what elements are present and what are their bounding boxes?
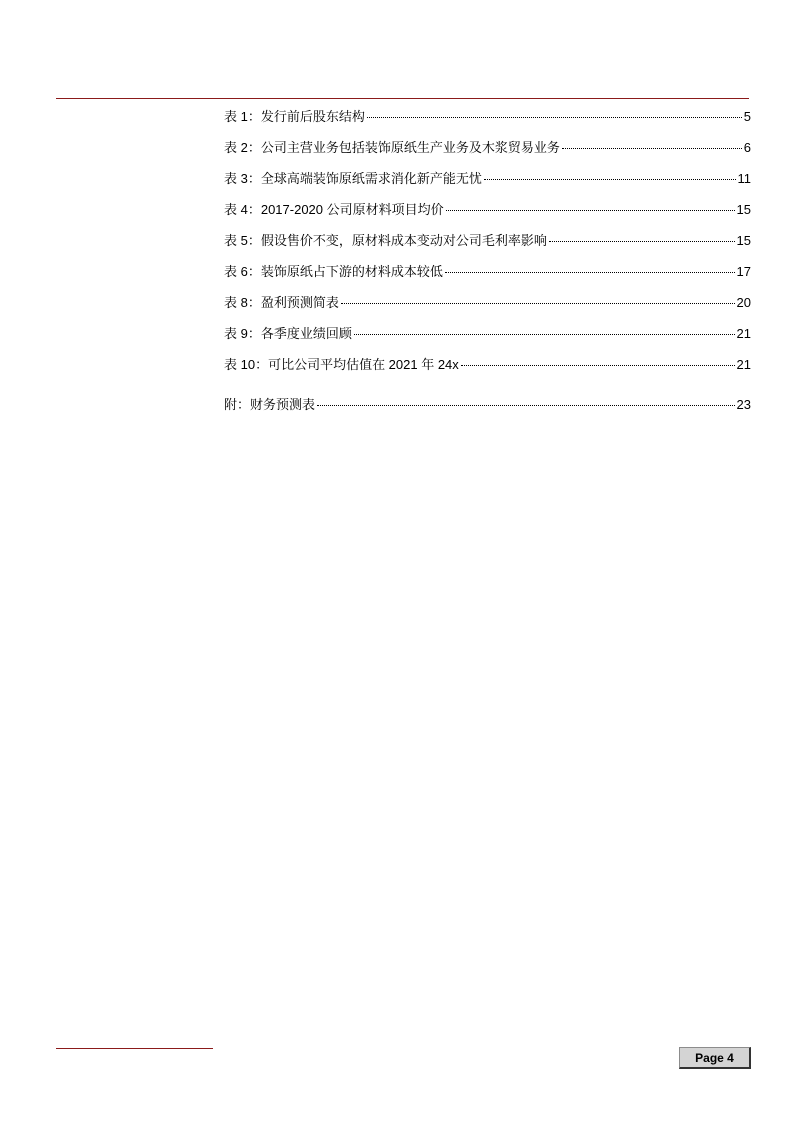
toc-entry-page: 11 <box>737 171 751 186</box>
toc-entry-page: 20 <box>736 295 751 310</box>
page-number-badge <box>679 1047 751 1069</box>
toc-entry[interactable] <box>224 199 751 230</box>
toc-entry-title: 表 8：盈利预测简表 <box>224 295 339 310</box>
header-rule <box>56 98 749 99</box>
toc-entry-title: 表 3：全球高端装饰原纸需求消化新产能无忧 <box>224 171 482 186</box>
toc-entry-page: 23 <box>736 397 751 412</box>
toc-entry-page: 15 <box>736 202 751 217</box>
toc-leader-dots <box>461 365 735 366</box>
page-number-label: Page 4 <box>695 1050 734 1065</box>
toc-entry[interactable] <box>224 261 751 292</box>
toc-leader-dots <box>354 334 735 335</box>
toc-entry[interactable] <box>224 168 751 199</box>
toc-entry-page: 21 <box>736 357 751 372</box>
toc-entry-title: 表 4：2017-2020 公司原材料项目均价 <box>224 202 444 217</box>
toc-entry-title: 附：财务预测表 <box>224 397 316 412</box>
toc-entry-title: 表 10：可比公司平均估值在 2021 年 24x <box>224 357 459 372</box>
toc-entry-title: 表 1：发行前后股东结构 <box>224 109 365 124</box>
toc-entry-page: 21 <box>736 326 751 341</box>
toc-leader-dots <box>446 210 735 211</box>
toc-entry-appendix[interactable] <box>224 394 751 425</box>
toc-leader-dots <box>367 117 742 118</box>
footer-rule <box>56 1048 213 1049</box>
toc-leader-dots <box>317 405 735 406</box>
toc-entry[interactable] <box>224 323 751 354</box>
toc-entry-title: 表 9：各季度业绩回顾 <box>224 326 352 341</box>
toc-leader-dots <box>445 272 735 273</box>
toc-entry[interactable] <box>224 292 751 323</box>
toc-entry[interactable] <box>224 230 751 261</box>
toc-leader-dots <box>562 148 742 149</box>
toc-entry-page: 5 <box>743 109 751 124</box>
toc-entry-page: 15 <box>736 233 751 248</box>
toc-entry-title: 表 2：公司主营业务包括装饰原纸生产业务及木浆贸易业务 <box>224 140 560 155</box>
toc-entry[interactable] <box>224 106 751 137</box>
toc-entry-title: 表 5：假设售价不变，原材料成本变动对公司毛利率影响 <box>224 233 547 248</box>
toc-leader-dots <box>549 241 735 242</box>
table-of-contents <box>224 106 751 425</box>
toc-entry-page: 6 <box>743 140 751 155</box>
toc-entry[interactable] <box>224 354 751 385</box>
toc-leader-dots <box>484 179 736 180</box>
toc-entry[interactable] <box>224 137 751 168</box>
toc-entry-page: 17 <box>736 264 751 279</box>
toc-leader-dots <box>341 303 735 304</box>
toc-entry-title: 表 6：装饰原纸占下游的材料成本较低 <box>224 264 443 279</box>
